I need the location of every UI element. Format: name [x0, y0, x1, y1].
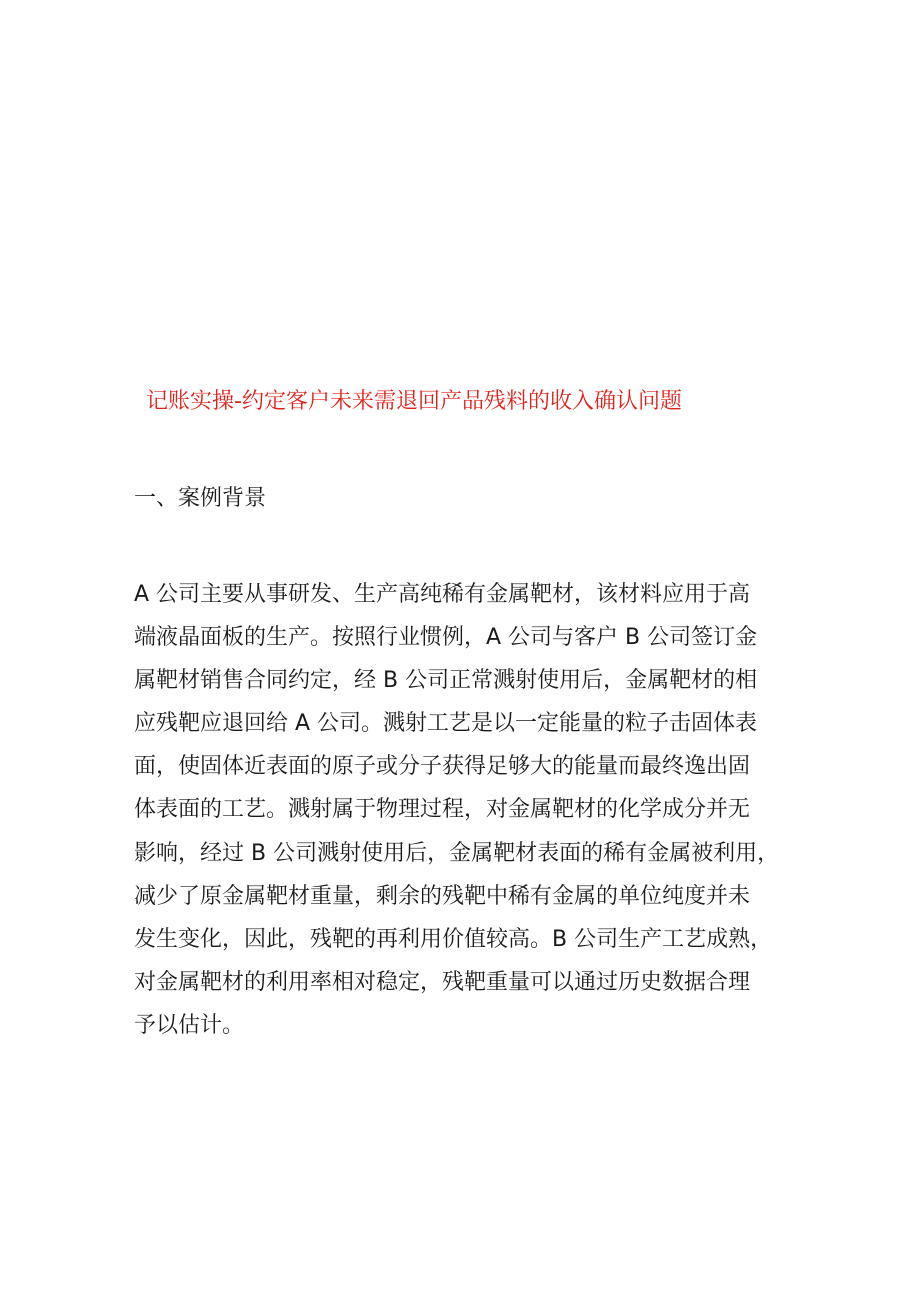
paragraph-line: 应残靶应退回给 A 公司。溅射工艺是以一定能量的粒子击固体表	[134, 711, 758, 737]
case-background-paragraph	[134, 573, 814, 1047]
paragraph-line: 对金属靶材的利用率相对稳定，残靶重量可以通过历史数据合理	[134, 969, 751, 995]
paragraph-line: 面，使固体近表面的原子或分子获得足够大的能量而最终逸出固	[134, 754, 751, 780]
paragraph-line: 属靶材销售合同约定，经 B 公司正常溅射使用后，金属靶材的相	[134, 668, 758, 694]
paragraph-line: 减少了原金属靶材重量，剩余的残靶中稀有金属的单位纯度并未	[134, 883, 751, 909]
paragraph-line: 予以估计。	[134, 1012, 245, 1038]
paragraph-line: 发生变化，因此，残靶的再利用价值较高。B 公司生产工艺成熟，	[134, 926, 773, 952]
paragraph-line: A 公司主要从事研发、生产高纯稀有金属靶材，该材料应用于高	[134, 582, 751, 607]
paragraph-line: 影响，经过 B 公司溅射使用后，金属靶材表面的稀有金属被利用，	[134, 840, 780, 866]
document-title: 记账实操-约定客户未来需退回产品残料的收入确认问题	[146, 389, 682, 414]
section-heading-case-background: 一、案例背景	[134, 486, 267, 511]
paragraph-line: 体表面的工艺。溅射属于物理过程，对金属靶材的化学成分并无	[134, 797, 751, 823]
paragraph-line: 端液晶面板的生产。按照行业惯例，A 公司与客户 B 公司签订金	[134, 625, 758, 651]
